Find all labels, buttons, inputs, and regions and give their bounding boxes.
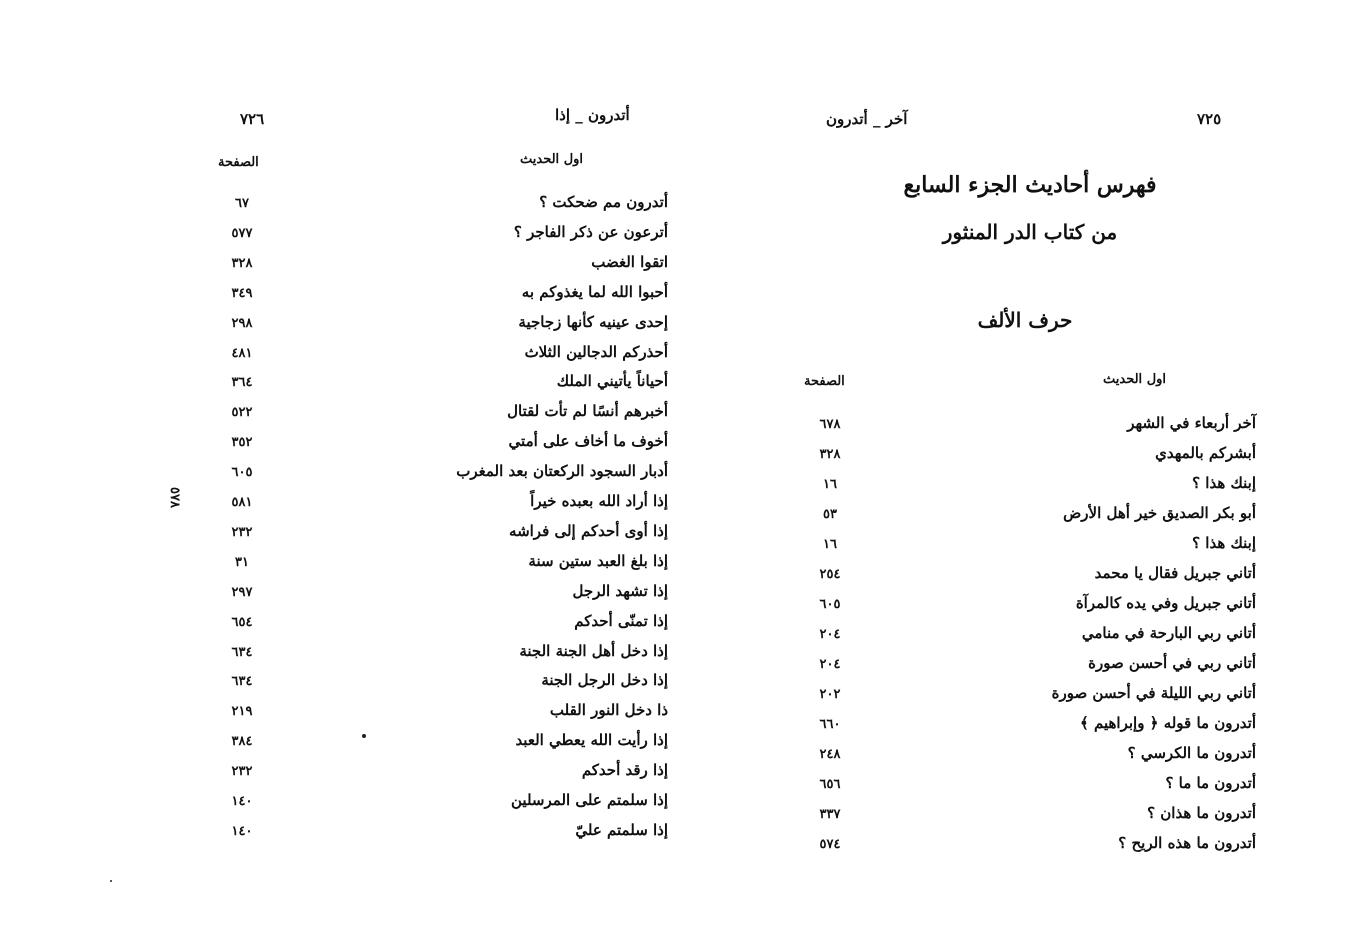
index-entry-text: أبو بكر الصديق خير أهل الأرض bbox=[1063, 504, 1256, 522]
index-entry-page: ٢٩٧ bbox=[231, 584, 253, 600]
right-page-number: ٧٢٥ bbox=[1197, 110, 1222, 128]
index-entry-page: ٦٥٤ bbox=[231, 614, 253, 630]
index-entry-text: آخر أربعاء في الشهر bbox=[1127, 414, 1256, 432]
scan-speck bbox=[110, 880, 112, 882]
index-entry-text: أخبرهم أنسًا لم تأت لقتال bbox=[507, 402, 668, 421]
index-entry-text: أترعون عن ذكر الفاجر ؟ bbox=[513, 222, 668, 241]
left-running-head: أتدرون _ إذا bbox=[555, 106, 630, 124]
index-entry-page: ٤٨١ bbox=[231, 345, 253, 361]
index-entry-page: ٢٠٤ bbox=[819, 657, 841, 672]
index-entry-text: إبنك هذا ؟ bbox=[1192, 474, 1256, 492]
index-entry-page: ٦٣٤ bbox=[231, 644, 253, 660]
index-entry-text: إذا دخل أهل الجنة الجنة bbox=[519, 641, 668, 660]
index-entry-text: أتاني جبريل فقال يا محمد bbox=[1094, 564, 1256, 582]
index-entry-text: أتاني جبريل وفي يده كالمرآة bbox=[1075, 594, 1256, 612]
index-entry-text: إذا تمنّى أحدكم bbox=[574, 611, 668, 630]
index-entry-text: أتدرون ما ما ؟ bbox=[1165, 774, 1256, 792]
side-page-number: ٥٧٨ bbox=[166, 487, 182, 508]
index-entry-text: أتاني ربي البارحة في منامي bbox=[1081, 624, 1256, 642]
index-entry-page: ٣٨٤ bbox=[231, 734, 253, 750]
index-entry-text: أخوف ما أخاف على أمتي bbox=[508, 432, 668, 451]
index-entry-page: ٣٤٩ bbox=[231, 285, 253, 301]
index-entry-page: ٣٦٤ bbox=[231, 375, 253, 391]
index-entry-text: أبشركم بالمهدي bbox=[1155, 444, 1256, 462]
index-entry-text: ذا دخل النور القلب bbox=[549, 701, 668, 720]
index-entry-text: إذا بلغ العبد ستين سنة bbox=[528, 551, 668, 570]
index-entry-text: اتقوا الغضب bbox=[591, 252, 668, 271]
index-entry-text: إذا سلمتم عليّ bbox=[575, 820, 668, 839]
index-entry-text: أتدرون ما قوله ﴿ وإبراهيم ﴾ bbox=[1080, 714, 1256, 732]
index-entry-page: ١٦ bbox=[823, 537, 837, 552]
index-entry-text: أحبوا الله لما يغذوكم به bbox=[521, 282, 668, 301]
index-entry-page: ١٤٠ bbox=[231, 823, 253, 839]
index-entry-page: ٦٠٥ bbox=[231, 465, 253, 481]
index-entry-text: إبنك هذا ؟ bbox=[1192, 534, 1256, 552]
section-heading: حرف الألف bbox=[977, 308, 1073, 332]
index-title: فهرس أحاديث الجزء السابع bbox=[903, 172, 1157, 198]
index-entry-page: ١٦ bbox=[823, 477, 837, 492]
index-subtitle: من كتاب الدر المنثور bbox=[942, 220, 1118, 244]
index-entry-page: ٢٣٢ bbox=[231, 764, 253, 780]
right-col-header-first: اول الحديث bbox=[1103, 372, 1167, 387]
index-entry-text: إذا سلمتم على المرسلين bbox=[511, 791, 668, 809]
index-entry-text: أتدرون مم ضحكت ؟ bbox=[539, 193, 668, 211]
index-entry-page: ٣٥٢ bbox=[231, 435, 253, 451]
index-entry-page: ٥٧٧ bbox=[231, 225, 253, 241]
index-entry-page: ٥٢٢ bbox=[231, 405, 253, 421]
index-entry-page: ٢٠٢ bbox=[819, 687, 841, 702]
index-entry-text: إذا رقد أحدكم bbox=[581, 761, 668, 780]
index-entry-text: أدبار السجود الركعتان بعد المغرب bbox=[456, 462, 668, 481]
scan-speck bbox=[362, 734, 366, 738]
index-entry-page: ٢٥٤ bbox=[819, 567, 841, 582]
index-entry-page: ٥٨١ bbox=[231, 495, 253, 510]
index-entry-page: ٦٦٠ bbox=[819, 717, 841, 732]
index-entry-text: إذا أراد الله بعبده خيراً bbox=[530, 492, 668, 510]
index-entry-page: ٢٤٨ bbox=[819, 747, 841, 762]
index-entry-text: أحذركم الدجالين الثلاث bbox=[524, 342, 668, 361]
index-entry-page: ٥٧٤ bbox=[819, 837, 841, 852]
index-entry-text: إذا رأيت الله يعطي العبد bbox=[515, 731, 668, 750]
left-col-header-first: اول الحديث bbox=[520, 152, 584, 167]
index-entry-page: ٦٥٦ bbox=[819, 777, 841, 792]
index-entry-text: إذا تشهد الرجل bbox=[572, 581, 668, 600]
index-entry-page: ٣٢٨ bbox=[819, 447, 841, 462]
index-entry-text: إذا دخل الرجل الجنة bbox=[541, 671, 668, 690]
left-page-number: ٧٢٦ bbox=[240, 110, 265, 128]
index-entry-page: ١٤٠ bbox=[231, 794, 253, 809]
index-entry-page: ٢٣٢ bbox=[231, 524, 253, 540]
right-running-head: آخر _ أتدرون bbox=[826, 110, 908, 128]
index-entry-text: أحياناً يأتيني الملك bbox=[556, 372, 668, 391]
index-entry-text: أتاني ربي في أحسن صورة bbox=[1088, 654, 1256, 672]
index-entry-text: إذا أوى أحدكم إلى فراشه bbox=[509, 521, 668, 540]
index-entry-page: ٦٠٥ bbox=[819, 597, 841, 612]
index-entry-page: ٥٣ bbox=[823, 507, 837, 522]
index-entry-page: ٦٧ bbox=[235, 196, 249, 211]
index-entry-text: أتدرون ما الكرسي ؟ bbox=[1127, 744, 1256, 762]
index-entry-page: ٣١ bbox=[235, 554, 249, 570]
right-col-header-page: الصفحة bbox=[804, 374, 845, 389]
left-col-header-page: الصفحة bbox=[218, 155, 259, 170]
index-entry-page: ٦٧٨ bbox=[819, 417, 841, 432]
index-entry-page: ٢٩٨ bbox=[231, 315, 253, 331]
index-entry-text: إحدى عينيه كأنها زجاجية bbox=[518, 312, 668, 331]
index-entry-text: أتاني ربي الليلة في أحسن صورة bbox=[1051, 684, 1256, 702]
index-entry-text: أتدرون ما هذه الريح ؟ bbox=[1118, 834, 1256, 852]
index-entry-text: أتدرون ما هذان ؟ bbox=[1147, 804, 1256, 822]
index-entry-page: ٣٣٧ bbox=[819, 807, 841, 822]
index-entry-page: ٢١٩ bbox=[231, 704, 253, 720]
index-entry-page: ٢٠٤ bbox=[819, 627, 841, 642]
index-entry-page: ٦٣٤ bbox=[231, 674, 253, 690]
index-entry-page: ٣٢٨ bbox=[231, 255, 253, 271]
